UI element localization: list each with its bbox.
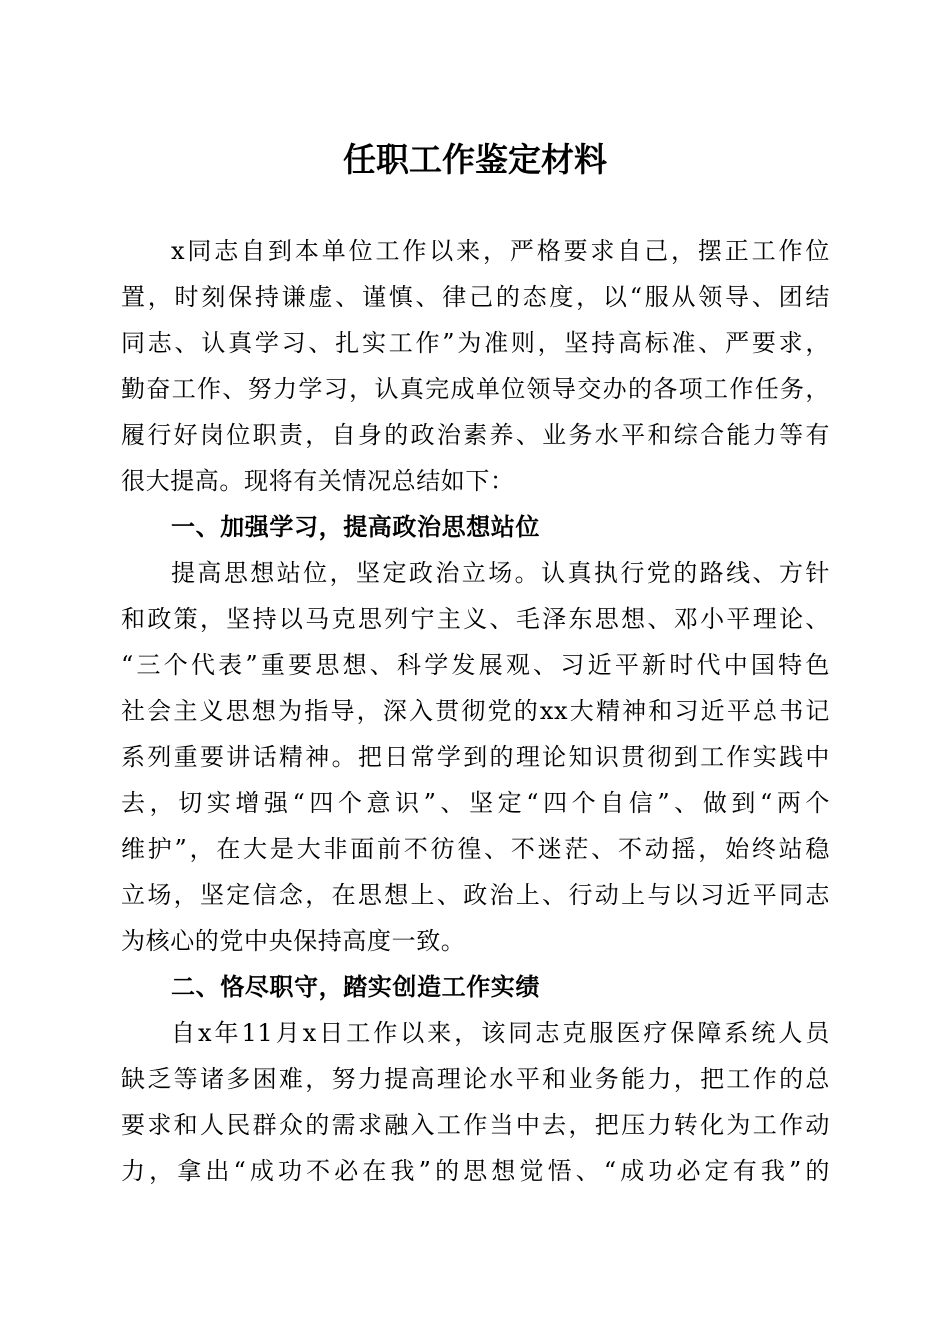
section-heading-2: 二、恪尽职守，踏实创造工作实绩 xyxy=(171,973,540,1001)
paragraph-line: 置，时刻保持谦虚、谨慎、律己的态度，以“服从领导、团结 xyxy=(121,283,830,311)
paragraph-line: 履行好岗位职责，自身的政治素养、业务水平和综合能力等有 xyxy=(121,421,830,449)
paragraph-line: x同志自到本单位工作以来，严格要求自己，摆正工作位 xyxy=(171,237,830,265)
paragraph-line: 要求和人民群众的需求融入工作当中去，把压力转化为工作动 xyxy=(121,1111,830,1139)
paragraph-line: 自x年11月x日工作以来，该同志克服医疗保障系统人员 xyxy=(171,1019,830,1047)
paragraph-line: 系列重要讲话精神。把日常学到的理论知识贯彻到工作实践中 xyxy=(121,743,830,771)
paragraph-line: 社会主义思想为指导，深入贯彻党的xx大精神和习近平总书记 xyxy=(121,697,830,725)
paragraph-line: 缺乏等诸多困难，努力提高理论水平和业务能力，把工作的总 xyxy=(121,1065,830,1093)
paragraph-line: 同志、认真学习、扎实工作”为准则，坚持高标准、严要求， xyxy=(121,329,830,357)
document-title: 任职工作鉴定材料 xyxy=(343,140,607,179)
paragraph-line: 立场，坚定信念，在思想上、政治上、行动上与以习近平同志 xyxy=(121,881,830,909)
paragraph-line: 为核心的党中央保持高度一致。 xyxy=(121,927,466,955)
section-heading-1: 一、加强学习，提高政治思想站位 xyxy=(171,513,540,541)
paragraph-line: 提高思想站位，坚定政治立场。认真执行党的路线、方针 xyxy=(171,559,830,587)
paragraph-line: 很大提高。现将有关情况总结如下： xyxy=(121,467,515,495)
paragraph-line: 勤奋工作、努力学习，认真完成单位领导交办的各项工作任务， xyxy=(121,375,830,403)
paragraph-line: “三个代表”重要思想、科学发展观、习近平新时代中国特色 xyxy=(121,651,830,679)
paragraph-line: 去，切实增强“四个意识”、坚定“四个自信”、做到“两个 xyxy=(121,789,830,817)
paragraph-line: 和政策，坚持以马克思列宁主义、毛泽东思想、邓小平理论、 xyxy=(121,605,830,633)
paragraph-line: 维护”，在大是大非面前不彷徨、不迷茫、不动摇，始终站稳 xyxy=(121,835,830,863)
paragraph-line: 力，拿出“成功不必在我”的思想觉悟、“成功必定有我”的 xyxy=(121,1157,830,1185)
